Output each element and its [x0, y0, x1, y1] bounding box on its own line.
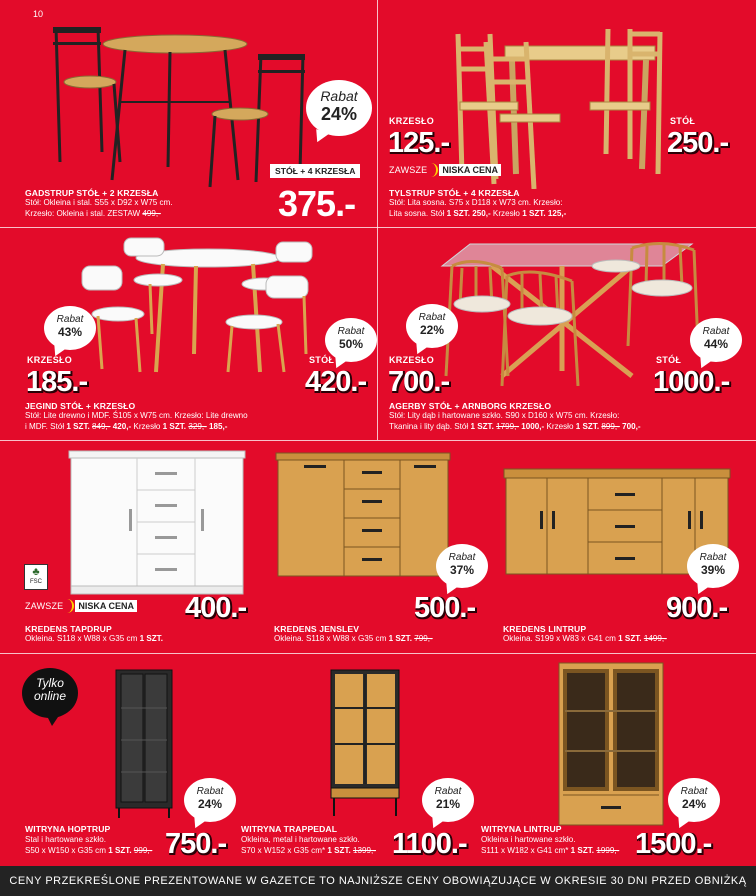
- hoptrup-description: [25, 835, 152, 856]
- tylstrup-chair-price: 125.-: [388, 127, 450, 159]
- desc-text: Lita sosna. Stół: [389, 208, 447, 218]
- jegind-description: [25, 411, 248, 432]
- desc-text: Okleina. S118 x W88 x G35 cm: [25, 634, 140, 643]
- desc-line: Okleina i hartowane szkło.: [481, 835, 576, 844]
- desc-line: [241, 846, 376, 857]
- lintrup-sideboard-title: KREDENS LINTRUP: [503, 624, 587, 634]
- desc-text: Krzesło: Okleina i stal. ZESTAW: [25, 208, 143, 218]
- tapdrup-price: 400.-: [185, 592, 247, 624]
- agerby-chair-discount-badge: [406, 304, 458, 348]
- hoptrup-discount-badge: [184, 778, 236, 822]
- jenslev-discount-badge: [436, 544, 488, 588]
- desc-text: S111 x W182 x G41 cm*: [481, 845, 571, 855]
- arc-icon: [428, 163, 438, 177]
- badge-word: Rabat: [320, 88, 358, 104]
- grid-divider: [0, 440, 756, 441]
- desc-bold: 1 SZT.: [618, 634, 642, 643]
- desc-text: Krzesło: [131, 421, 163, 431]
- grid-divider: [377, 0, 378, 440]
- desc-bold: 1 SZT. 250,-: [446, 208, 491, 218]
- tylstrup-description: [389, 198, 566, 219]
- old-price: 849,-: [92, 421, 111, 431]
- tylstrup-always-low-price: [389, 163, 501, 177]
- badge-percent: 22%: [419, 323, 445, 337]
- low-price-label: NISKA CENA: [439, 164, 501, 176]
- desc-line: Okleina, metal i hartowane szkło.: [241, 835, 360, 844]
- agerby-table-discount-badge: [690, 318, 742, 362]
- gadstrup-description: [25, 198, 173, 219]
- jegind-chair-price: 185.-: [26, 366, 88, 398]
- lintrup-cabinet-discount-badge: [668, 778, 720, 822]
- gadstrup-title: GADSTRUP STÓŁ + 2 KRZESŁA: [25, 188, 159, 198]
- desc-bold: 1000,-: [519, 421, 545, 431]
- desc-text: Tkanina i lity dąb. Stół: [389, 421, 471, 431]
- jegind-table-price: 420.-: [305, 366, 367, 398]
- badge-percent: 44%: [703, 337, 729, 351]
- old-price: 899,-: [601, 421, 620, 431]
- badge-word: Rabat: [337, 326, 365, 337]
- tapdrup-always-low-price: [25, 599, 137, 613]
- always-label: ZAWSZE: [25, 601, 64, 611]
- desc-line: Stół: Okleina i stal. S55 x D92 x W75 cm.: [25, 198, 173, 207]
- desc-line: [481, 846, 619, 857]
- gadstrup-discount-badge: [306, 80, 372, 136]
- online-text-1: Tylko: [36, 676, 64, 690]
- badge-percent: 43%: [57, 325, 83, 339]
- lintrup-sideboard-price: 900.-: [666, 592, 728, 624]
- old-price: 999,-: [133, 845, 153, 855]
- desc-text: Okleina. S118 x W88 x G35 cm: [274, 634, 389, 643]
- badge-percent: 21%: [435, 797, 461, 811]
- jegind-title: JEGIND STÓŁ + KRZESŁO: [25, 401, 136, 411]
- badge-word: Rabat: [699, 552, 727, 563]
- low-price-label: NISKA CENA: [75, 600, 137, 612]
- trappedal-price: 1100.-: [392, 828, 467, 860]
- grid-divider: [0, 653, 756, 654]
- jegind-set-image: [78, 234, 316, 374]
- badge-word: Rabat: [680, 786, 708, 797]
- price-disclaimer-footer: CENY PRZEKREŚLONE PREZENTOWANE W GAZETCE TO NAJNIŻSZE CENY OBOWIĄZUJĄCE W OKRESIE 30 DNI PRZED OBNIŻKĄ: [0, 866, 756, 896]
- desc-text: Krzesło: [490, 208, 523, 218]
- hoptrup-title: WITRYNA HOPTRUP: [25, 824, 111, 834]
- desc-text: S70 x W152 x G35 cm*: [241, 845, 328, 855]
- trappedal-title: WITRYNA TRAPPEDAL: [241, 824, 338, 834]
- desc-bold: 185,-: [206, 421, 228, 431]
- page-number: 10: [33, 9, 44, 19]
- desc-line: [274, 634, 433, 645]
- tapdrup-description: [25, 634, 163, 645]
- tylstrup-title: TYLSTRUP STÓŁ + 4 KRZESŁA: [389, 188, 520, 198]
- lintrup-cabinet-title: WITRYNA LINTRUP: [481, 824, 562, 834]
- old-price: 799,-: [414, 634, 433, 643]
- lintrup-cabinet-price: 1500.-: [635, 828, 712, 860]
- trappedal-description: [241, 835, 376, 856]
- desc-bold: 1 SZT.: [108, 845, 132, 855]
- online-only-badge: [22, 668, 78, 718]
- grid-divider: [0, 227, 756, 228]
- desc-text: S50 x W150 x G35 cm: [25, 845, 109, 855]
- badge-word: Rabat: [418, 312, 446, 323]
- desc-line: [503, 634, 667, 645]
- old-price: 329,-: [188, 421, 207, 431]
- fsc-logo: [24, 564, 48, 590]
- desc-line: [25, 209, 173, 220]
- tapdrup-sideboard-image: [67, 449, 247, 597]
- agerby-table-label: STÓŁ: [656, 355, 682, 365]
- trappedal-discount-badge: [422, 778, 474, 822]
- badge-word: Rabat: [434, 786, 462, 797]
- badge-word: Rabat: [56, 314, 84, 325]
- desc-line: [389, 422, 641, 433]
- tylstrup-table-price: 250.-: [667, 127, 729, 159]
- desc-line: Stal i hartowane szkło.: [25, 835, 106, 844]
- gadstrup-set-image: [50, 22, 305, 192]
- jegind-chair-label: KRZESŁO: [27, 355, 73, 365]
- jegind-table-label: STÓŁ: [309, 355, 335, 365]
- badge-percent: 37%: [449, 563, 475, 577]
- lintrup-cabinet-description: [481, 835, 619, 856]
- desc-line: [25, 846, 152, 857]
- hoptrup-price: 750.-: [165, 828, 227, 860]
- trappedal-cabinet-image: [328, 668, 402, 818]
- desc-line: Stół: Lite drewno i MDF. Ś105 x W75 cm. Krzesło: Lite drewno: [25, 411, 248, 420]
- online-text-2: online: [33, 689, 67, 703]
- lintrup-cabinet-image: [557, 661, 665, 829]
- desc-line: [389, 209, 566, 220]
- gadstrup-price: 375.-: [278, 183, 356, 224]
- desc-bold: 1 SZT.: [575, 421, 600, 431]
- agerby-chair-label: KRZESŁO: [389, 355, 435, 365]
- old-price: 1999,-: [596, 845, 620, 855]
- gadstrup-set-label: STÓŁ + 4 KRZESŁA: [270, 164, 360, 178]
- agerby-description: [389, 411, 641, 432]
- desc-bold: 1 SZT.: [327, 845, 351, 855]
- desc-bold: 1 SZT.: [162, 421, 187, 431]
- tree-icon: ♣: [32, 566, 40, 578]
- badge-percent: 39%: [700, 563, 726, 577]
- badge-word: Rabat: [196, 786, 224, 797]
- jenslev-description: [274, 634, 433, 645]
- badge-percent: 24%: [681, 797, 707, 811]
- badge-percent: 24%: [197, 797, 223, 811]
- agerby-table-price: 1000.-: [653, 366, 730, 398]
- desc-bold: 1 SZT.: [570, 845, 595, 855]
- desc-bold: 420,-: [110, 421, 132, 431]
- fsc-text: FSC: [30, 579, 42, 585]
- agerby-title: AGERBY STÓŁ + ARNBORG KRZESŁO: [389, 401, 552, 411]
- desc-text: Okleina. S199 x W83 x G41 cm: [503, 634, 619, 643]
- always-label: ZAWSZE: [389, 165, 428, 175]
- desc-line: [25, 634, 163, 645]
- agerby-chair-price: 700.-: [388, 366, 450, 398]
- tylstrup-table-label: STÓŁ: [670, 116, 696, 126]
- desc-bold: 1 SZT.: [470, 421, 494, 431]
- desc-text: Krzesło: [544, 421, 576, 431]
- desc-bold: 1 SZT.: [139, 634, 163, 643]
- lintrup-sideboard-description: [503, 634, 667, 645]
- jenslev-sideboard-image: [274, 451, 452, 581]
- desc-bold: 1 SZT.: [66, 421, 90, 431]
- desc-line: Stół: Lity dąb i hartowane szkło. S90 x D160 x W75 cm. Krzesło:: [389, 411, 620, 420]
- desc-text: i MDF. Stół: [25, 421, 67, 431]
- old-price: 1799,-: [496, 421, 520, 431]
- tylstrup-chair-label: KRZESŁO: [389, 116, 435, 126]
- desc-bold: 1 SZT.: [388, 634, 412, 643]
- desc-line: [25, 422, 248, 433]
- badge-word: Rabat: [702, 326, 730, 337]
- badge-percent: 50%: [338, 337, 364, 351]
- jegind-chair-discount-badge: [44, 306, 96, 350]
- old-price: 499,-: [142, 208, 161, 218]
- hoptrup-cabinet-image: [113, 668, 175, 820]
- jenslev-price: 500.-: [414, 592, 476, 624]
- old-price: 1499,-: [643, 634, 667, 643]
- desc-line: Stół: Lita sosna. S75 x D118 x W73 cm. Krzesło:: [389, 198, 563, 207]
- old-price: 1399,-: [353, 845, 376, 855]
- badge-word: Rabat: [448, 552, 476, 563]
- desc-bold: 700,-: [619, 421, 641, 431]
- tapdrup-title: KREDENS TAPDRUP: [25, 624, 112, 634]
- lintrup-sideboard-discount-badge: [687, 544, 739, 588]
- jenslev-title: KREDENS JENSLEV: [274, 624, 360, 634]
- arc-icon: [64, 599, 74, 613]
- desc-bold: 1 SZT. 125,-: [522, 208, 567, 218]
- badge-percent: 24%: [320, 104, 358, 124]
